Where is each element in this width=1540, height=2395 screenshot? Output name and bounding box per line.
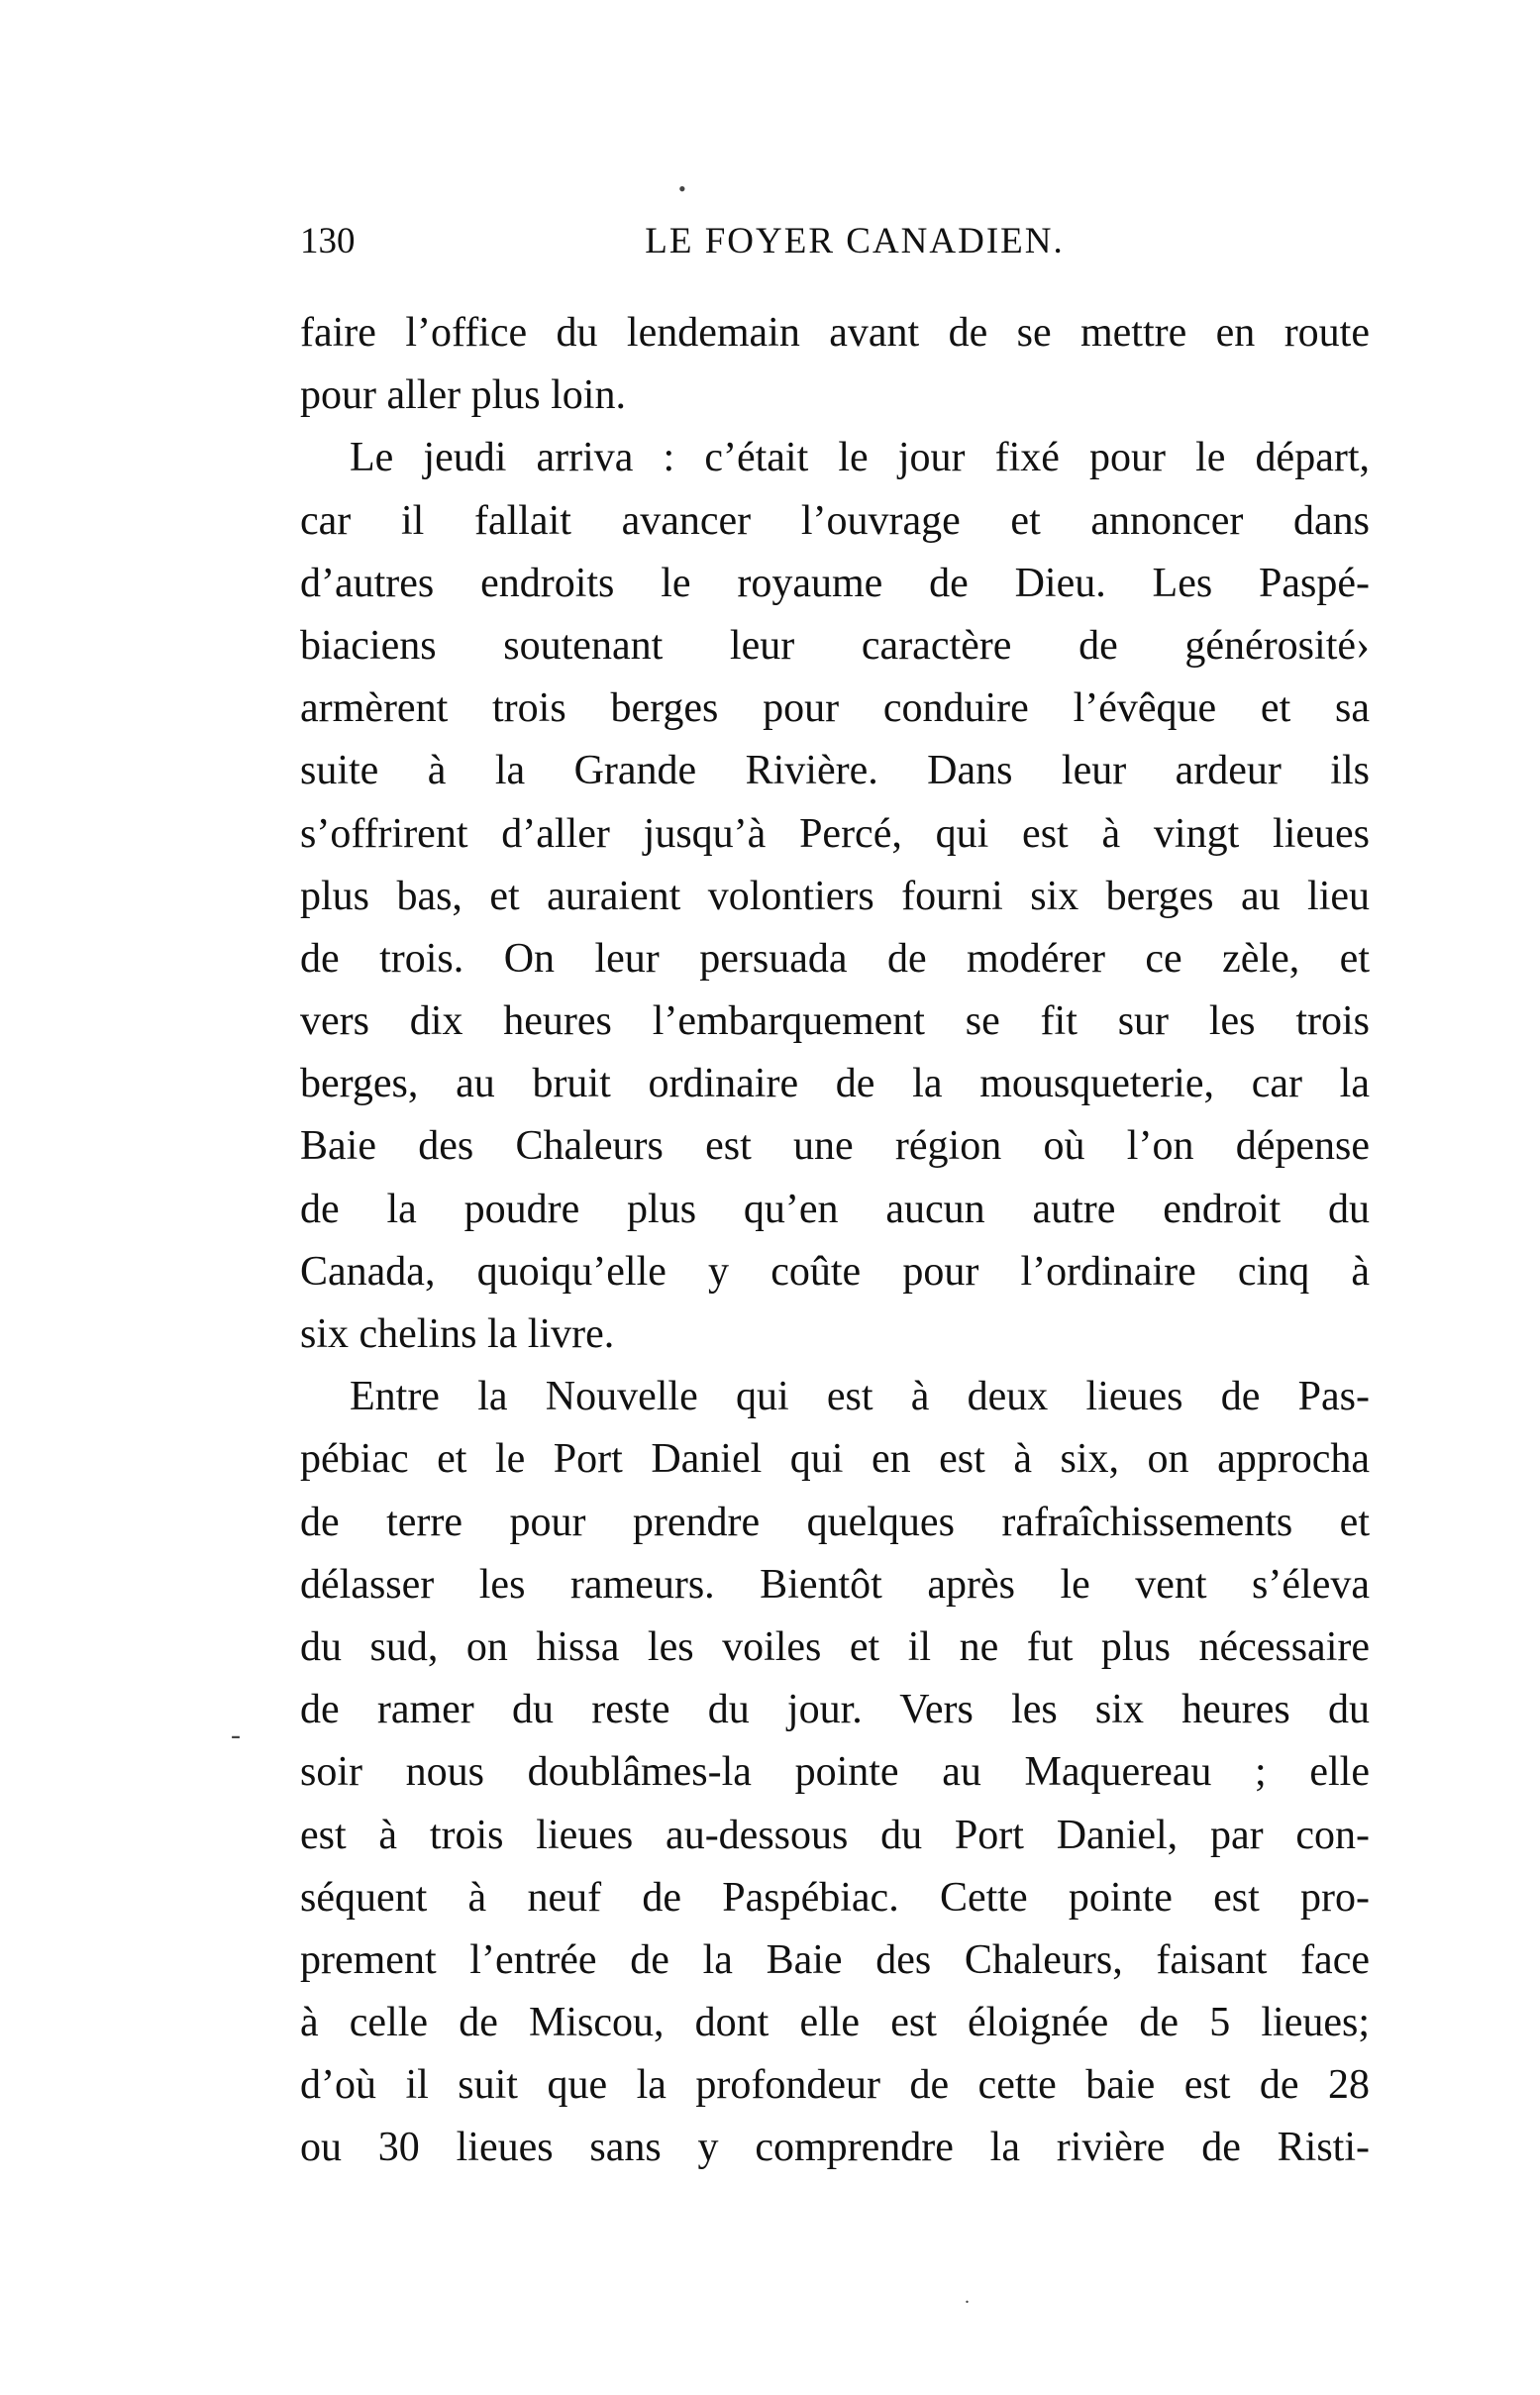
text-line: Entre la Nouvelle qui est à deux lieues de Pas- [350, 1374, 1370, 1420]
text-line: faire l’office du lendemain avant de se mettre en route [300, 310, 1370, 356]
text-line: suite à la Grande Rivière. Dans leur ardeur ils [300, 748, 1370, 794]
body-text [300, 302, 1370, 2180]
text-line: du sud, on hissa les voiles et il ne fut plus nécessaire [300, 1623, 1370, 1670]
text-line: de terre pour prendre quelques rafraîchissements et [300, 1499, 1370, 1545]
text-line: berges, au bruit ordinaire de la mousqueterie, car la [300, 1061, 1370, 1107]
text-line: de la poudre plus qu’en aucun autre endroit du [300, 1186, 1370, 1232]
text-line: car il fallait avancer l’ouvrage et annoncer dans [300, 497, 1370, 544]
text-line: est à trois lieues au-dessous du Port Daniel, par con- [300, 1812, 1370, 1858]
text-line: séquent à neuf de Paspébiac. Cette pointe est pro- [300, 1874, 1370, 1921]
text-line: de trois. On leur persuada de modérer ce zèle, et [300, 935, 1370, 982]
text-line: plus bas, et auraient volontiers fourni six berges au lieu [300, 873, 1370, 919]
text-line: six chelins la livre. [300, 1311, 615, 1357]
print-speck-bottom: . [965, 2286, 970, 2308]
text-line: Le jeudi arriva : c’était le jour fixé pour le départ, [350, 435, 1370, 481]
margin-mark: - [231, 1718, 241, 1751]
text-line: vers dix heures l’embarquement se fit sur les trois [300, 998, 1370, 1045]
text-line: d’autres endroits le royaume de Dieu. Les Paspé- [300, 560, 1370, 606]
running-head [300, 212, 1370, 271]
text-line: pébiac et le Port Daniel qui en est à six, on approcha [300, 1436, 1370, 1483]
page-number: 130 [300, 221, 356, 261]
text-line: armèrent trois berges pour conduire l’évêque et sa [300, 685, 1370, 732]
text-line: à celle de Miscou, dont elle est éloignée de 5 lieues; [300, 2000, 1370, 2046]
text-line: pour aller plus loin. [300, 372, 626, 419]
text-line: Canada, quoiqu’elle y coûte pour l’ordinaire cinq à [300, 1248, 1370, 1295]
text-line: prement l’entrée de la Baie des Chaleurs, faisant face [300, 1936, 1370, 1983]
text-line: de ramer du reste du jour. Vers les six heures du [300, 1687, 1370, 1733]
print-speck-top: • [678, 176, 686, 201]
text-line: biaciens soutenant leur caractère de générosité› [300, 622, 1370, 669]
text-line: Baie des Chaleurs est une région où l’on dépense [300, 1123, 1370, 1170]
text-line: s’offrirent d’aller jusqu’à Percé, qui est à vingt lieues [300, 810, 1370, 857]
text-line: d’où il suit que la profondeur de cette baie est de 28 [300, 2062, 1370, 2109]
text-line: ou 30 lieues sans y comprendre la rivière de Risti- [300, 2125, 1370, 2171]
text-line: délasser les rameurs. Bientôt après le vent s’éleva [300, 1561, 1370, 1608]
running-title: LE FOYER CANADIEN. [645, 221, 1065, 261]
text-line: soir nous doublâmes-la pointe au Maquereau ; elle [300, 1749, 1370, 1796]
